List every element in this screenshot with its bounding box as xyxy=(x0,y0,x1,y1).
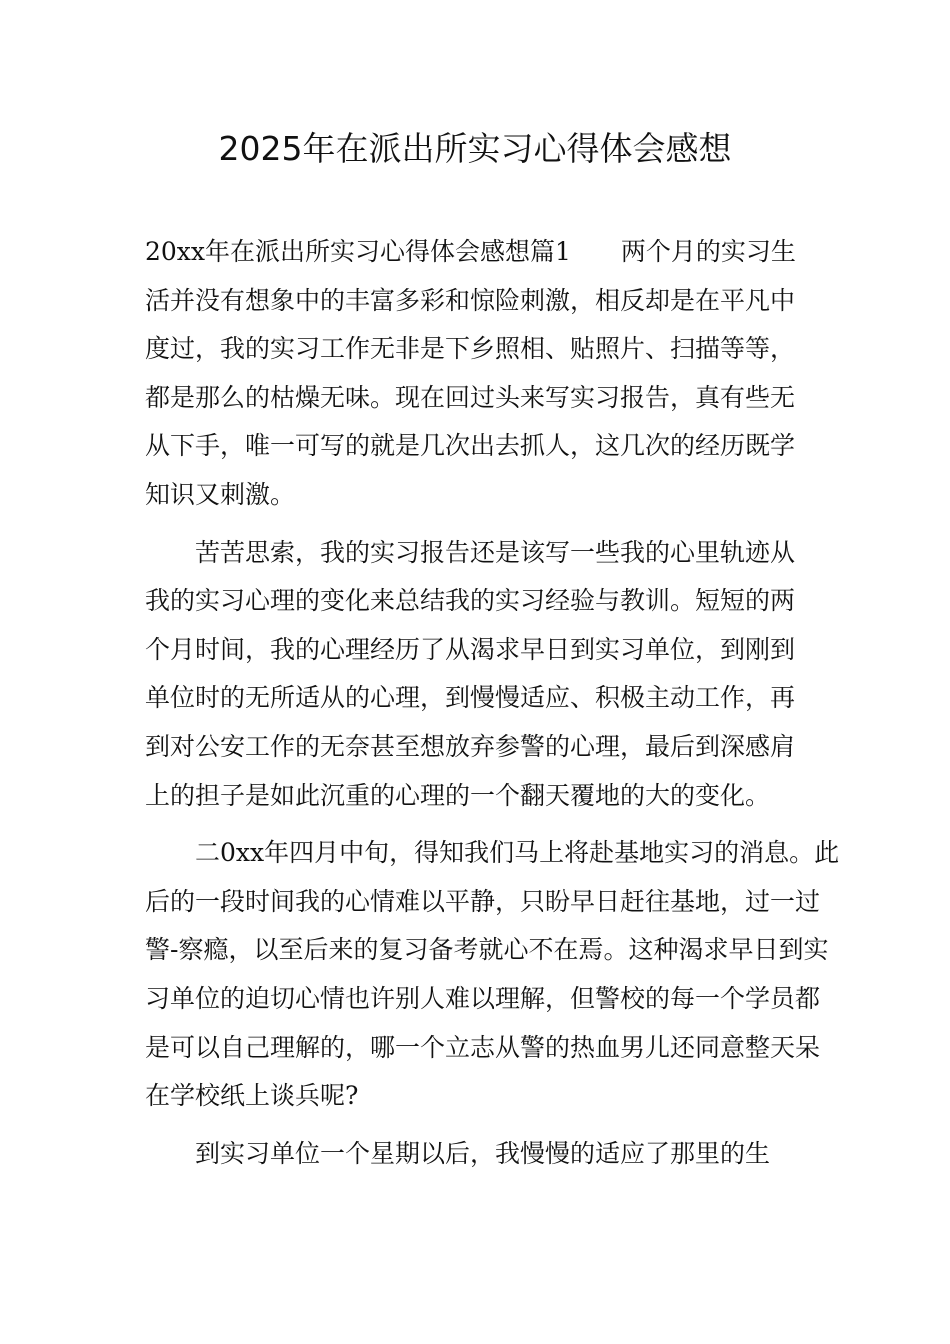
paragraph-4: 到实习单位一个星期以后，我慢慢的适应了那里的生 xyxy=(195,1138,771,1168)
paragraph-2: 苦苦思索，我的实习报告还是该写一些我的心里轨迹从我的实习心理的变化来总结我的实习经验与教训。短短的两个月时间，我的心理经历了从渴求早日到实习单位，到刚到单位时的无所适从的心理，到慢慢适应、积极主动工作，再到对公安工作的无奈甚至想放弃参警的心理，最后到深感肩上的担子是如此沉重的心理的一个翻天覆地的大的变化。 xyxy=(145,537,796,810)
document-body xyxy=(145,228,840,1178)
document-title: 2025年在派出所实习心得体会感想 xyxy=(218,129,732,168)
paragraph-3: 二0xx年四月中旬，得知我们马上将赴基地实习的消息。此后的一段时间我的心情难以平静，只盼早日赶往基地，过一过警-察瘾，以至后来的复习备考就心不在焉。这种渴求早日到实习单位的迫切心情也许别人难以理解，但警校的每一个学员都是可以自己理解的，哪一个立志从警的热血男儿还同意整天呆在学校纸上谈兵呢? xyxy=(145,838,840,1111)
paragraph-1: 20xx年在派出所实习心得体会感想篇1 两个月的实习生活并没有想象中的丰富多彩和惊险刺激，相反却是在平凡中度过，我的实习工作无非是下乡照相、贴照片、扫描等等，都是那么的枯燥无味。现在回过头来写实习报告，真有些无从下手，唯一可写的就是几次出去抓人，这几次的经历既学知识又刺激。 xyxy=(145,237,796,509)
